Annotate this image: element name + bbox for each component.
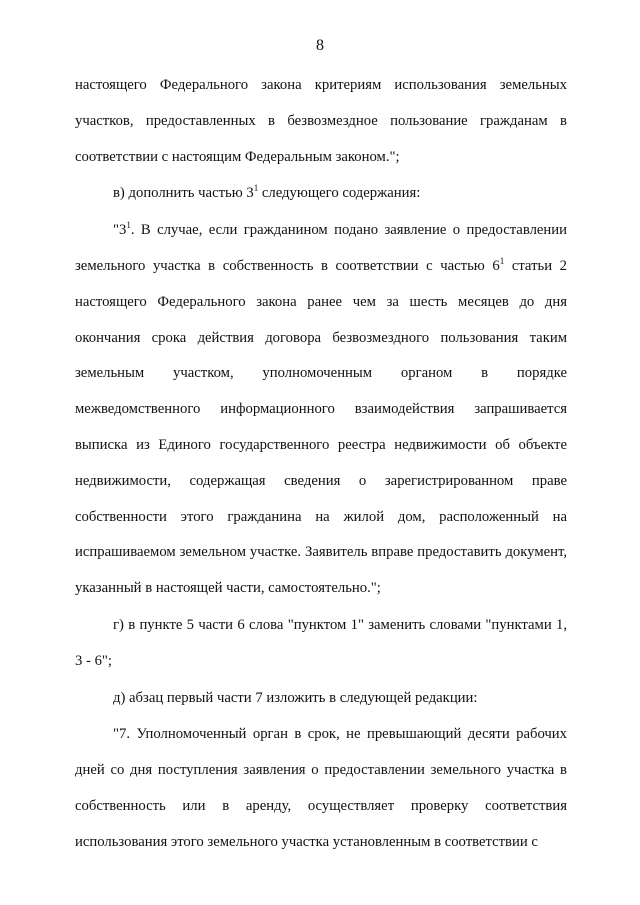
paragraph-part-3-1-start: "3 (113, 222, 127, 239)
paragraph-part-3-1-middle: . В случае, если гражданином подано заявление о предоставлении земельного участка в собственность в соответствии с частью 6 (75, 222, 567, 274)
paragraph-item-v-text: в) дополнить частью 3 (113, 185, 254, 202)
paragraph-part-7: "7. Уполномоченный орган в срок, не превышающий десяти рабочих дней со дня поступления заявления о предоставлении земельного участка в собственность или в аренду, осуществляет проверку соответствия использования этого земельного участка установленным в соответствии с (75, 726, 567, 850)
paragraph-item-d: д) абзац первый части 7 изложить в следующей редакции: (113, 689, 478, 706)
superscript-1: 1 (253, 183, 259, 194)
page-number: 8 (316, 37, 324, 54)
document-body (75, 68, 567, 861)
paragraph-item-v-text-end: следующего содержания: (258, 185, 421, 202)
superscript-1: 1 (499, 255, 505, 266)
paragraph-item-g: г) в пункте 5 части 6 слова "пунктом 1" заменить словами "пунктами 1, 3 - 6"; (75, 616, 567, 669)
paragraph-item-v (75, 176, 567, 212)
paragraph-continuation: настоящего Федерального закона критериям использования земельных участков, предоставленных в безвозмездное пользование гражданам в соответствии с настоящим Федеральным законом."; (75, 77, 567, 165)
superscript-1: 1 (126, 220, 131, 231)
paragraph-part-3-1-end: статьи 2 настоящего Федерального закона ранее чем за шесть месяцев до дня окончания срока действия договора безвозмездного пользования таким земельным участком, уполномоченным органом в порядке межведомственного информационного взаимодействия запрашивается выписка из Единого государственного реестра недвижимости об объекте недвижимости, содержащая сведения о зарегистрированном праве собственности этого гражданина на жилой дом, расположенный на испрашиваемом земельном участке. Заявитель вправе предоставить документ, указанный в настоящей части, самостоятельно."; (75, 257, 567, 597)
paragraph-part-3-1 (75, 213, 567, 607)
